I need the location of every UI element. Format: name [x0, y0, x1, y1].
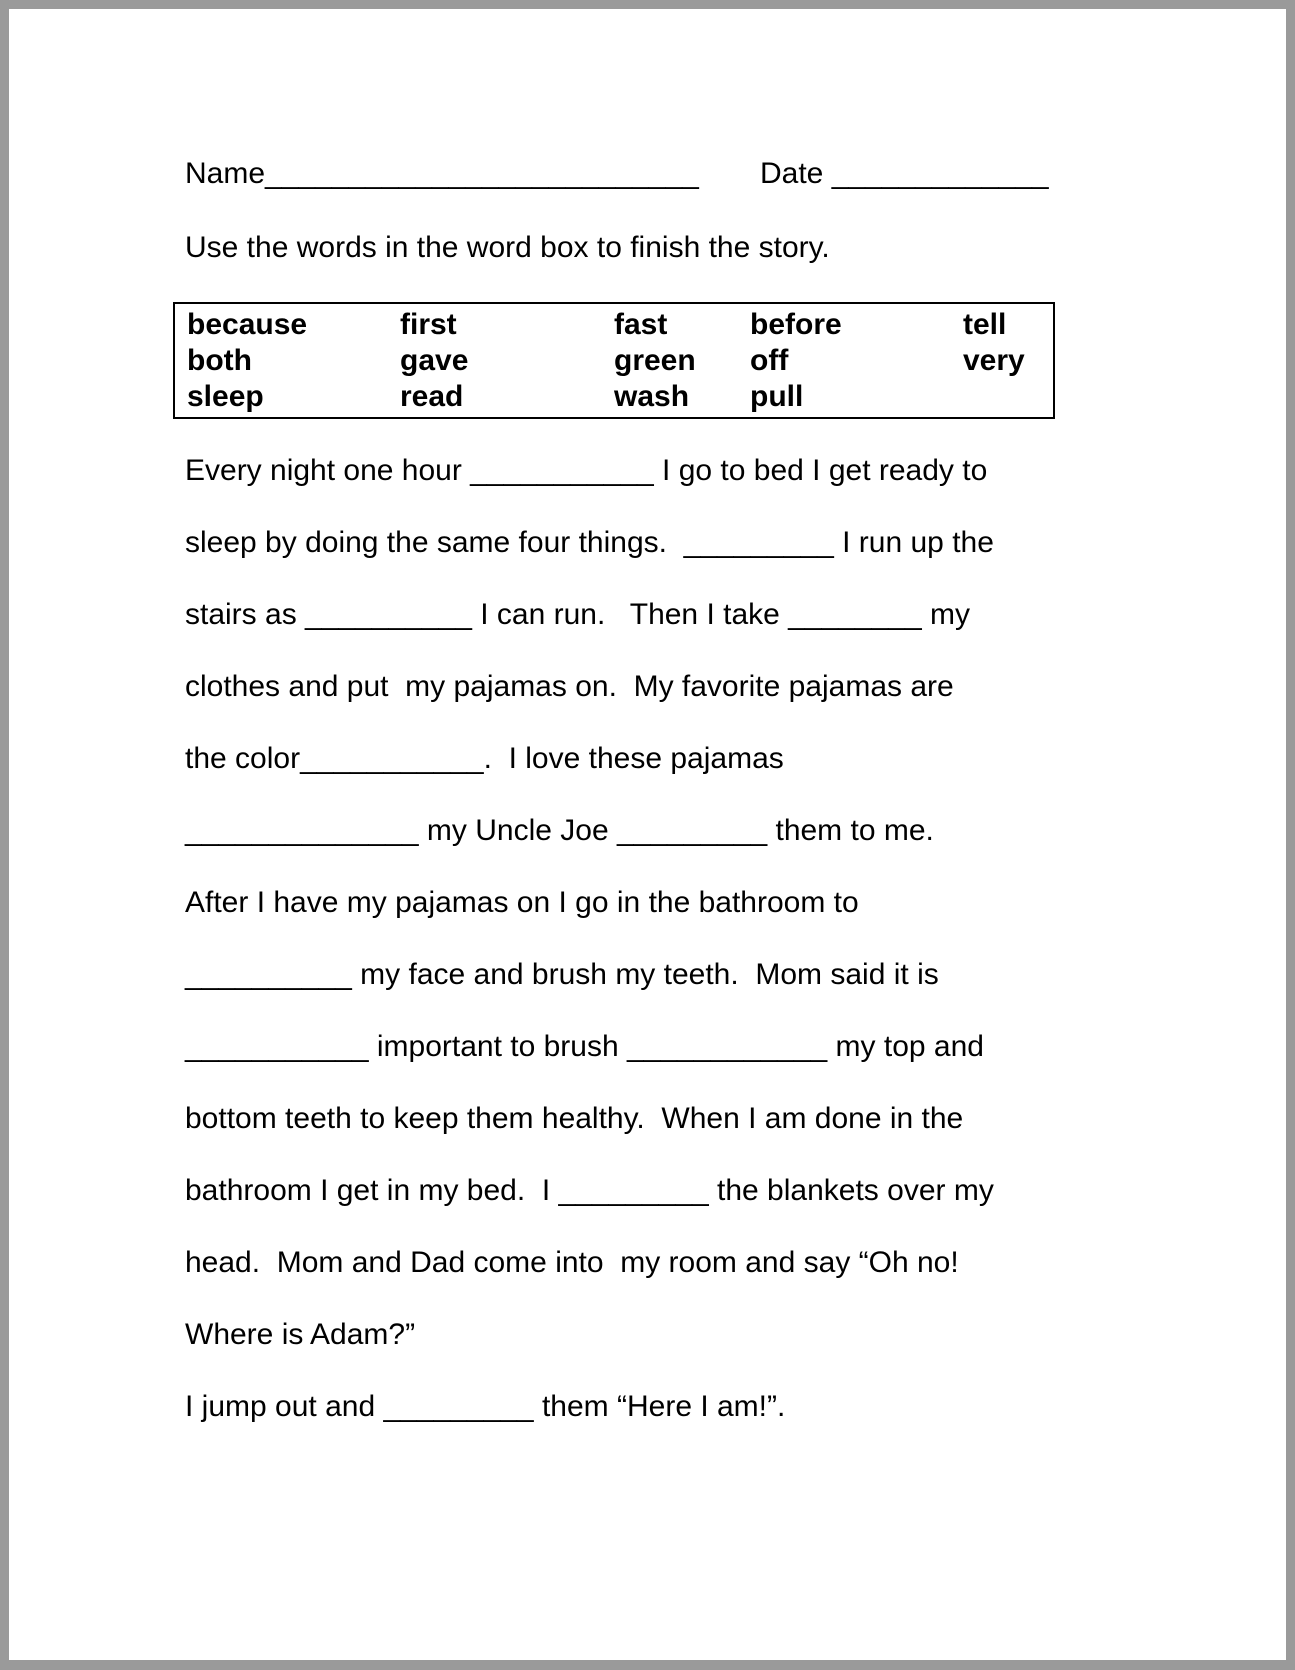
story-line: I jump out and _________ them “Here I am!”.: [185, 1390, 786, 1423]
story-line: bottom teeth to keep them healthy. When I am done in the: [185, 1102, 964, 1135]
worksheet-page: [9, 9, 1286, 1660]
word-box-word: very: [963, 344, 1025, 377]
name-blank-line: __________________________: [265, 157, 699, 190]
word-box-word: gave: [400, 344, 469, 377]
story-line: ___________ important to brush ____________ my top and: [185, 1030, 984, 1063]
story-line: sleep by doing the same four things. _________ I run up the: [185, 526, 994, 559]
word-box-word: tell: [963, 308, 1007, 341]
word-box-word: first: [400, 308, 457, 341]
word-box-word: both: [187, 344, 252, 377]
date-label: Date: [760, 157, 824, 190]
word-box: [173, 302, 1055, 419]
name-label: Name: [185, 157, 266, 190]
story-line: bathroom I get in my bed. I _________ the blankets over my: [185, 1174, 994, 1207]
date-blank-line: _____________: [823, 157, 1049, 190]
story-line: Every night one hour ___________ I go to bed I get ready to: [185, 454, 988, 487]
story-line: After I have my pajamas on I go in the bathroom to: [185, 886, 859, 919]
name-field-group: [185, 157, 699, 191]
story-line: ______________ my Uncle Joe _________ them to me.: [185, 814, 934, 847]
story-line: __________ my face and brush my teeth. Mom said it is: [185, 958, 939, 991]
word-box-word: green: [614, 344, 696, 377]
word-box-word: off: [750, 344, 789, 377]
word-box-word: pull: [750, 380, 804, 413]
word-box-word: sleep: [187, 380, 264, 413]
word-box-word: before: [750, 308, 842, 341]
word-box-word: because: [187, 308, 308, 341]
worksheet-instruction: Use the words in the word box to finish the story.: [185, 231, 830, 264]
word-box-word: fast: [614, 308, 668, 341]
story-line: stairs as __________ I can run. Then I take ________ my: [185, 598, 970, 631]
story-line: head. Mom and Dad come into my room and say “Oh no!: [185, 1246, 959, 1279]
date-field-group: [760, 157, 1049, 191]
story-text: [185, 435, 1166, 1443]
word-box-word: wash: [614, 380, 690, 413]
story-line: the color___________. I love these pajamas: [185, 742, 784, 775]
story-line: clothes and put my pajamas on. My favorite pajamas are: [185, 670, 954, 703]
story-line: Where is Adam?”: [185, 1318, 416, 1351]
word-box-word: read: [400, 380, 464, 413]
